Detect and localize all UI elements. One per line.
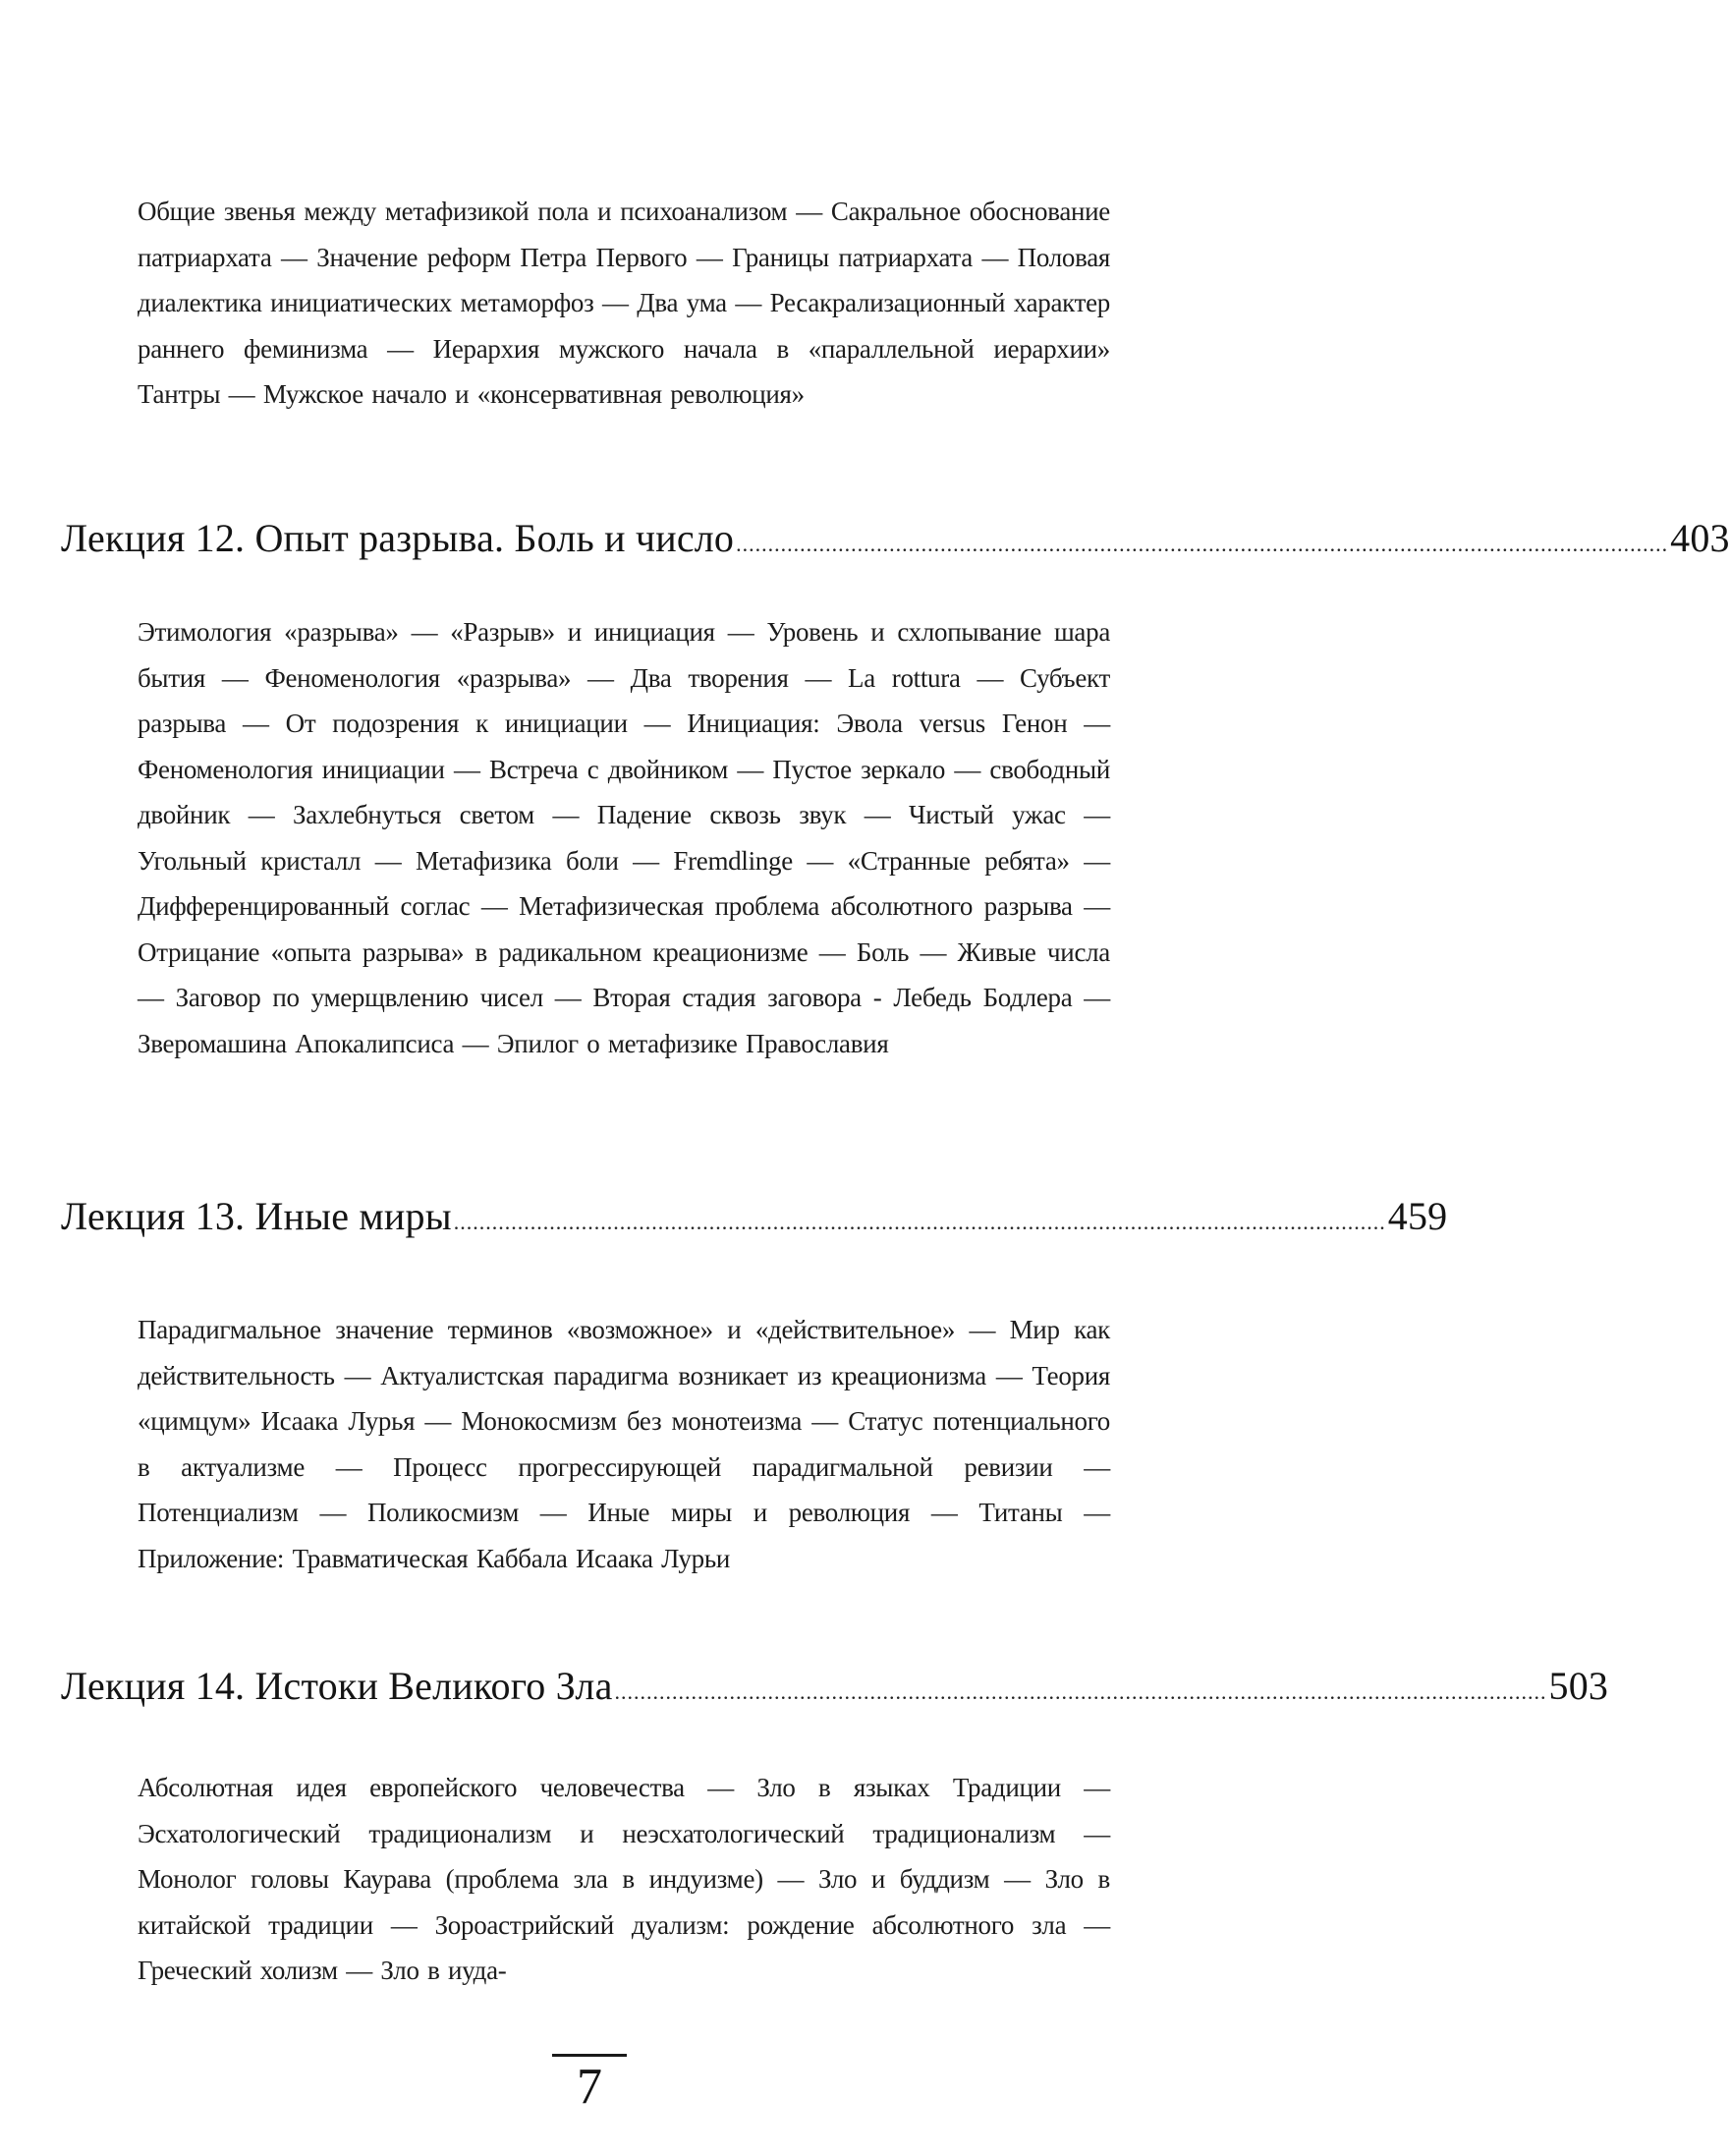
lecture-12-abstract: Этимология «разрыва» — «Разрыв» и инициация — Уровень и схлопывание шара бытия — Феноменология «разрыва» — Два творения — La rottura — Субъект разрыва — От подозрения к инициации — Инициация: Эвола versus Генон — Феноменология инициации — Встреча с двойником — Пустое зеркало — свободный двойник — Захлебнуться светом — Падение сквозь звук — Чистый ужас — Угольный кристалл — Метафизика боли — Fremdlinge — «Странные ребята» — Дифференцированный соглас — Метафизическая проблема абсолютного разрыва — Отрицание «опыта разрыва» в радикальном креационизме — Боль — Живые числа — Заговор по умерщвлению чисел — Вторая стадия заговора - Лебедь Бодлера — Зверомашина Апокалипсиса — Эпилог о метафизике Православия: [138, 617, 1110, 1058]
dot-leader: ..................................................................................................................................................: [736, 532, 1669, 556]
lecture-12-page-number: 403: [1670, 516, 1730, 560]
lecture-12-title: Лекция 12. Опыт разрыва. Боль и число: [61, 516, 735, 560]
lecture-14-heading: [61, 1657, 1609, 1716]
lecture-14-abstract: Абсолютная идея европейского человечества — Зло в языках Традиции — Эсхатологический традиционализм и неэсхатологический традиционализм — Монолог головы Каурава (проблема зла в индуизме) — Зло и буддизм — Зло в китайской традиции — Зороастрийский дуализм: рождение абсолютного зла — Греческий холизм — Зло в иуда-: [138, 1773, 1110, 1985]
lecture-13-page-number: 459: [1387, 1194, 1448, 1238]
lecture-11-abstract: Общие звенья между метафизикой пола и психоанализом — Сакральное обоснование патриархата — Значение реформ Петра Первого — Границы патриархата — Половая диалектика инициатических метаморфоз — Два ума — Ресакрализационный характер раннего феминизма — Иерархия мужского начала в «параллельной иерархии» Тантры — Мужское начало и «консервативная революция»: [138, 197, 1110, 409]
lecture-13-abstract: Парадигмальное значение терминов «возможное» и «действительное» — Мир как действительность — Актуалистская парадигма возникает из креационизма — Теория «цимцум» Исаака Лурья — Монокосмизм без монотеизма — Статус потенциального в актуализме — Процесс прогрессирующей парадигмальной ревизии — Потенциализм — Поликосмизм — Иные миры и революция — Титаны — Приложение: Травматическая Каббала Исаака Лурьи: [138, 1315, 1110, 1573]
lecture-14-page-number: 503: [1548, 1664, 1609, 1708]
lecture-12-heading: [61, 509, 1730, 568]
dot-leader: ..................................................................................................................................................: [453, 1210, 1386, 1234]
dot-leader: ..................................................................................................................................................: [614, 1679, 1547, 1704]
lecture-13-title: Лекция 13. Иные миры: [61, 1194, 452, 1238]
lecture-14-title: Лекция 14. Истоки Великого Зла: [61, 1664, 613, 1708]
page-number: 7: [577, 2059, 602, 2115]
lecture-13-heading: [61, 1187, 1448, 1246]
